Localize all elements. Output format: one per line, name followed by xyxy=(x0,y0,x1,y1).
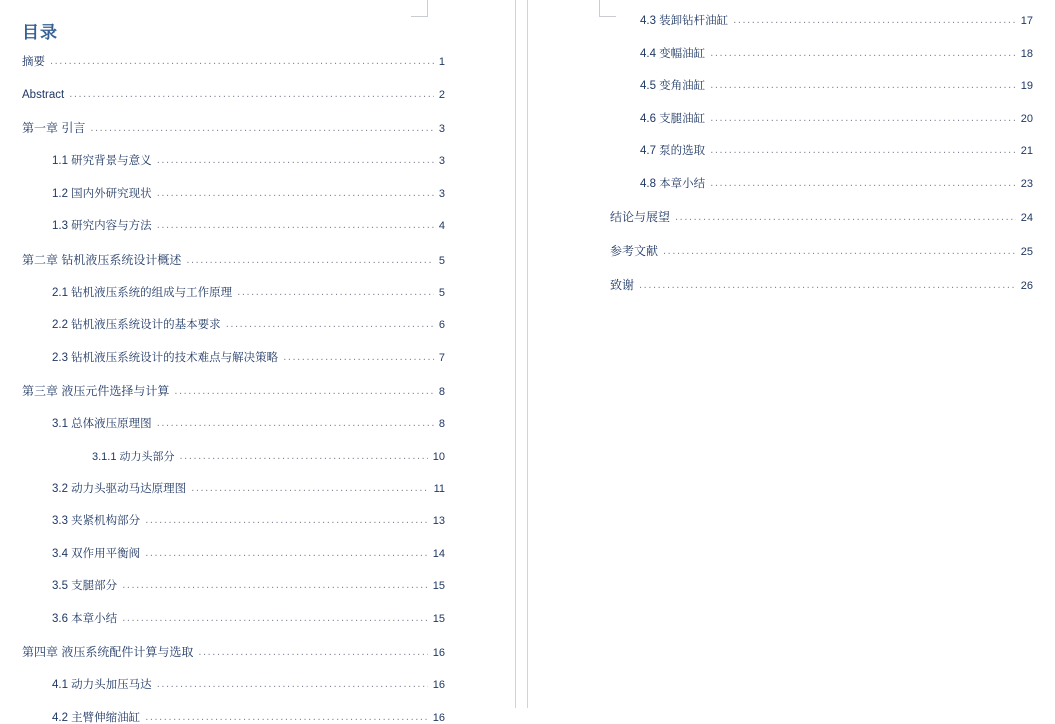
toc-entry-page-number: 8 xyxy=(436,419,445,430)
toc-leader-dots xyxy=(283,353,434,365)
toc-leader-dots xyxy=(157,221,434,233)
toc-entry-page-number: 20 xyxy=(1018,114,1033,125)
toc-entry[interactable] xyxy=(52,581,445,593)
toc-leader-dots xyxy=(710,81,1016,93)
toc-entry-label: 第二章 钻机液压系统设计概述 xyxy=(22,254,184,266)
toc-entry[interactable] xyxy=(640,114,1033,126)
toc-entry[interactable] xyxy=(52,221,445,233)
toc-entry-label: 1.3 研究内容与方法 xyxy=(52,221,155,233)
toc-entry-label: 3.2 动力头驱动马达原理图 xyxy=(52,484,189,496)
toc-entry[interactable] xyxy=(22,122,445,135)
toc-entry[interactable] xyxy=(52,516,445,528)
toc-entry[interactable] xyxy=(22,646,445,659)
toc-entry-label: 4.2 主臂伸缩油缸 xyxy=(52,713,143,724)
toc-entry[interactable] xyxy=(52,288,445,300)
toc-entry-page-number: 15 xyxy=(430,614,445,625)
page-left xyxy=(0,0,505,708)
toc-entry-page-number: 2 xyxy=(436,90,445,101)
toc-leader-dots xyxy=(122,581,428,593)
toc-entry-page-number: 8 xyxy=(436,387,445,398)
toc-entry[interactable] xyxy=(22,385,445,398)
toc-entry[interactable] xyxy=(52,156,445,168)
toc-entry-page-number: 13 xyxy=(430,516,445,527)
toc-leader-dots xyxy=(710,146,1016,158)
toc-entry-label: 3.6 本章小结 xyxy=(52,614,120,626)
toc-leader-dots xyxy=(710,179,1016,191)
toc-list-left xyxy=(22,57,445,724)
toc-entry-page-number: 7 xyxy=(436,353,445,364)
toc-entry-label: 4.8 本章小结 xyxy=(640,179,708,191)
toc-entry[interactable] xyxy=(610,245,1033,258)
toc-entry-page-number: 5 xyxy=(436,288,445,299)
margin-corner-mark xyxy=(599,0,616,17)
toc-entry-label: 4.6 支腿油缸 xyxy=(640,114,708,126)
page-title: 目录 xyxy=(22,18,445,43)
toc-entry[interactable] xyxy=(640,49,1033,61)
toc-entry-label: 3.1 总体液压原理图 xyxy=(52,419,155,431)
toc-leader-dots xyxy=(122,614,428,626)
toc-leader-dots xyxy=(145,713,428,724)
toc-entry-label: 参考文献 xyxy=(610,245,661,257)
toc-entry-page-number: 18 xyxy=(1018,49,1033,60)
margin-corner-mark xyxy=(411,0,428,17)
toc-entry[interactable] xyxy=(52,614,445,626)
toc-entry-label: 第一章 引言 xyxy=(22,122,88,134)
toc-entry-label: 2.1 钻机液压系统的组成与工作原理 xyxy=(52,288,235,300)
toc-leader-dots xyxy=(145,549,428,561)
toc-leader-dots xyxy=(226,320,434,332)
toc-list-right xyxy=(610,16,1033,292)
toc-entry-label: 第四章 液压系统配件计算与选取 xyxy=(22,646,196,658)
toc-entry-label: 2.2 钻机液压系统设计的基本要求 xyxy=(52,320,224,332)
toc-entry-label: 4.5 变角油缸 xyxy=(640,81,708,93)
toc-entry-page-number: 10 xyxy=(430,452,445,463)
toc-entry-label: 1.1 研究背景与意义 xyxy=(52,156,155,168)
toc-entry-page-number: 4 xyxy=(436,221,445,232)
toc-entry-label: 摘要 xyxy=(22,57,48,69)
toc-entry[interactable] xyxy=(92,452,445,463)
toc-leader-dots xyxy=(90,122,434,134)
toc-entry-page-number: 1 xyxy=(436,57,445,68)
toc-entry[interactable] xyxy=(52,713,445,724)
toc-entry-page-number: 26 xyxy=(1018,281,1033,292)
toc-entry[interactable] xyxy=(52,680,445,692)
toc-entry-label: Abstract xyxy=(22,90,67,102)
toc-entry-label: 3.1.1 动力头部分 xyxy=(92,452,178,463)
toc-entry-page-number: 3 xyxy=(436,156,445,167)
toc-leader-dots xyxy=(186,254,434,266)
toc-entry-page-number: 5 xyxy=(436,256,445,267)
toc-leader-dots xyxy=(174,385,434,397)
toc-leader-dots xyxy=(639,279,1016,291)
toc-entry-page-number: 3 xyxy=(436,124,445,135)
toc-leader-dots xyxy=(710,114,1016,126)
toc-leader-dots xyxy=(157,156,434,168)
toc-leader-dots xyxy=(69,90,434,102)
toc-leader-dots xyxy=(157,419,434,431)
toc-leader-dots xyxy=(198,646,427,658)
toc-entry[interactable] xyxy=(22,254,445,267)
toc-leader-dots xyxy=(710,49,1016,61)
toc-entry[interactable] xyxy=(640,81,1033,93)
toc-entry-page-number: 19 xyxy=(1018,81,1033,92)
toc-entry-label: 3.3 夹紧机构部分 xyxy=(52,516,143,528)
toc-entry-label: 结论与展望 xyxy=(610,211,673,223)
toc-entry-page-number: 16 xyxy=(430,713,445,724)
toc-entry-page-number: 14 xyxy=(430,549,445,560)
toc-entry-page-number: 11 xyxy=(431,484,445,495)
toc-leader-dots xyxy=(675,211,1016,223)
toc-entry-label: 3.4 双作用平衡阀 xyxy=(52,549,143,561)
toc-leader-dots xyxy=(733,16,1016,28)
page-gutter xyxy=(505,0,550,708)
toc-entry[interactable] xyxy=(610,211,1033,224)
toc-entry-page-number: 6 xyxy=(436,320,445,331)
toc-entry[interactable] xyxy=(52,484,445,496)
toc-entry[interactable] xyxy=(610,279,1033,292)
toc-entry[interactable] xyxy=(52,419,445,431)
toc-leader-dots xyxy=(50,57,434,69)
toc-leader-dots xyxy=(157,189,434,201)
toc-entry-label: 致谢 xyxy=(610,279,637,291)
toc-entry-page-number: 23 xyxy=(1018,179,1033,190)
toc-entry[interactable] xyxy=(52,320,445,332)
toc-entry[interactable] xyxy=(22,57,445,69)
toc-entry-page-number: 16 xyxy=(430,680,445,691)
toc-entry[interactable] xyxy=(640,16,1033,28)
toc-entry[interactable] xyxy=(52,353,445,365)
toc-entry-label: 3.5 支腿部分 xyxy=(52,581,120,593)
toc-entry-page-number: 17 xyxy=(1018,16,1033,27)
toc-leader-dots xyxy=(145,516,428,528)
toc-leader-dots xyxy=(237,288,434,300)
toc-entry-label: 4.3 装卸钻杆油缸 xyxy=(640,16,731,28)
toc-entry-label: 4.4 变幅油缸 xyxy=(640,49,708,61)
toc-leader-dots xyxy=(180,452,428,463)
toc-entry-page-number: 24 xyxy=(1018,213,1033,224)
toc-leader-dots xyxy=(663,245,1016,257)
toc-entry[interactable] xyxy=(52,189,445,201)
toc-leader-dots xyxy=(191,484,428,496)
toc-entry-label: 第三章 液压元件选择与计算 xyxy=(22,385,172,397)
toc-entry-page-number: 21 xyxy=(1018,146,1033,157)
toc-leader-dots xyxy=(157,680,428,692)
toc-entry[interactable] xyxy=(52,549,445,561)
toc-entry-page-number: 16 xyxy=(430,648,445,659)
toc-entry-label: 4.7 泵的选取 xyxy=(640,146,708,158)
toc-entry-label: 4.1 动力头加压马达 xyxy=(52,680,155,692)
toc-entry-page-number: 25 xyxy=(1018,247,1033,258)
toc-entry[interactable] xyxy=(640,179,1033,191)
toc-entry[interactable] xyxy=(640,146,1033,158)
toc-entry-page-number: 3 xyxy=(436,189,445,200)
page-right xyxy=(550,0,1055,708)
toc-entry-page-number: 15 xyxy=(430,581,445,592)
toc-entry-label: 1.2 国内外研究现状 xyxy=(52,189,155,201)
toc-entry[interactable] xyxy=(22,90,445,102)
toc-entry-label: 2.3 钻机液压系统设计的技术难点与解决策略 xyxy=(52,353,281,365)
